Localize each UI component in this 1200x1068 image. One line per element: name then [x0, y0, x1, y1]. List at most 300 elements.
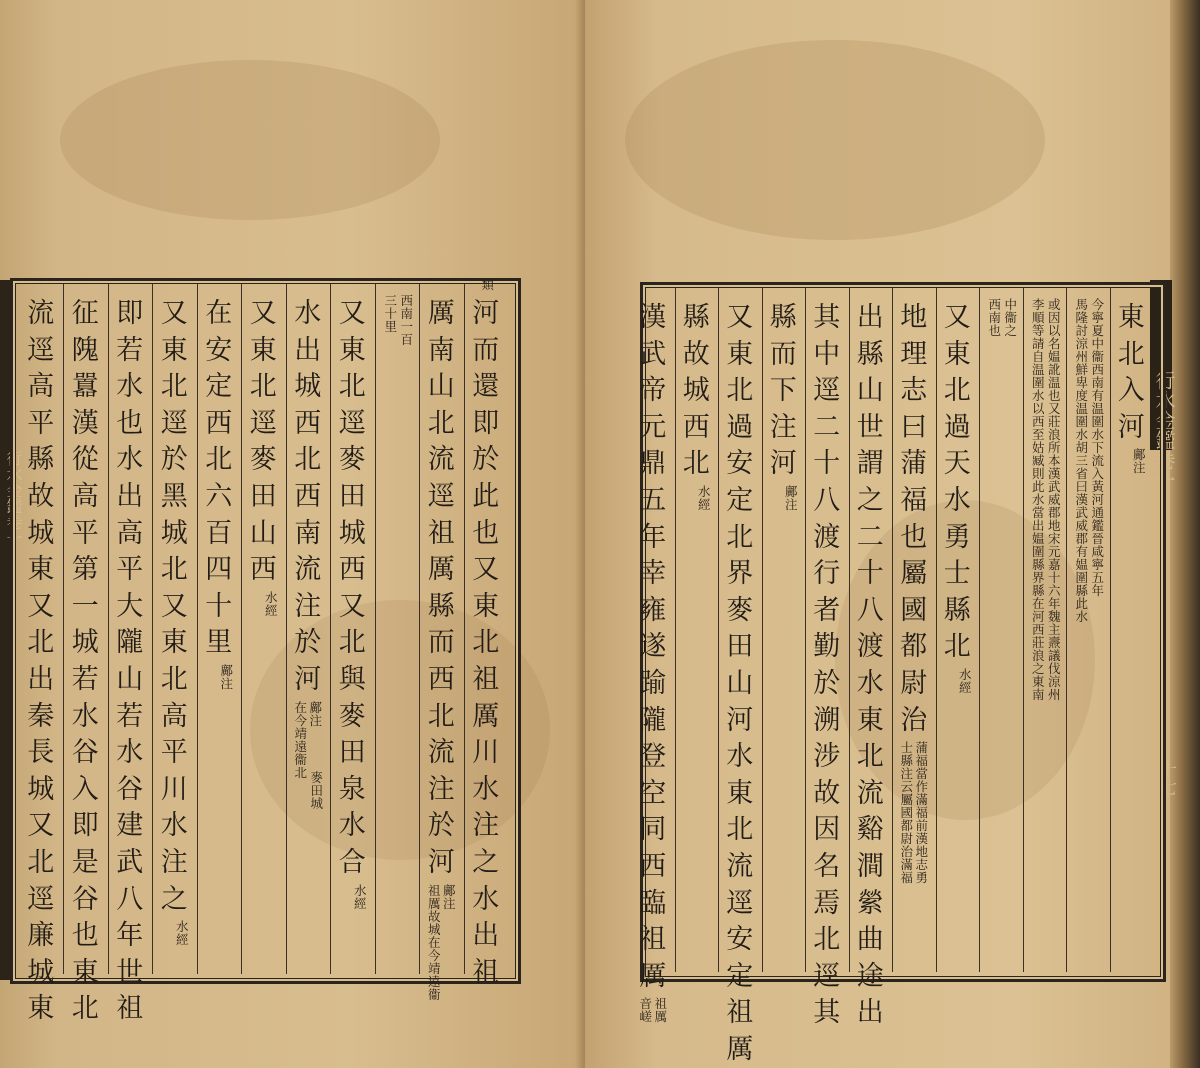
glyph: 涉	[813, 741, 841, 773]
glyph: 年	[639, 521, 667, 553]
glyph: 注	[294, 590, 322, 622]
text-column	[470, 296, 502, 991]
text-column	[898, 300, 930, 739]
glyph: 即	[116, 298, 144, 329]
column-rule	[108, 284, 109, 974]
glyph: 與	[338, 663, 366, 695]
glyph: 逕	[27, 883, 55, 915]
glyph: 理	[900, 338, 928, 370]
glyph: 下	[769, 375, 797, 407]
glyph: 平	[116, 554, 144, 586]
glyph: 地	[900, 302, 928, 333]
right-spine-label: 行水金鑑卷一	[1152, 370, 1176, 490]
glyph: 武	[639, 338, 667, 370]
glyph: 安	[205, 334, 233, 366]
glyph: 隴	[116, 627, 144, 659]
column-rule	[286, 284, 287, 974]
glyph: 鼎	[639, 448, 667, 480]
glyph: 河	[726, 704, 754, 736]
glyph: 河	[769, 448, 797, 480]
text-column	[292, 296, 324, 699]
glyph: 山	[427, 371, 455, 403]
glyph: 是	[71, 846, 99, 878]
glyph: 北	[338, 627, 366, 659]
glyph: 水	[116, 444, 144, 476]
annotation-left: 祖厲故城在今靖遠衞	[426, 883, 442, 1001]
glyph: 西	[338, 554, 366, 586]
glyph: 縣	[943, 594, 971, 626]
glyph: 水	[943, 484, 971, 516]
glyph: 城	[160, 517, 188, 549]
glyph: 城	[338, 517, 366, 549]
glyph: 長	[27, 737, 55, 769]
glyph: 雍	[639, 594, 667, 626]
glyph: 北	[943, 631, 971, 663]
glyph: 水	[160, 810, 188, 842]
glyph: 東	[472, 590, 500, 622]
glyph: 北	[160, 371, 188, 403]
glyph: 年	[116, 920, 144, 952]
glyph: 田	[338, 480, 366, 512]
glyph: 入	[1117, 375, 1145, 407]
glyph: 山	[116, 663, 144, 695]
annotation-right: 中衞之	[1002, 298, 1018, 337]
glyph: 渡	[856, 631, 884, 663]
annotation-right: 鄺注	[1131, 448, 1147, 475]
glyph: 西	[427, 663, 455, 695]
text-column	[25, 296, 57, 1028]
glyph: 五	[639, 484, 667, 516]
glyph: 逕	[813, 375, 841, 407]
glyph: 水	[856, 667, 884, 699]
glyph: 流	[856, 777, 884, 809]
glyph: 平	[27, 407, 55, 439]
column-rule	[241, 284, 242, 974]
glyph: 建	[116, 810, 144, 842]
column-rule	[375, 284, 376, 974]
glyph: 北	[813, 924, 841, 956]
glyph: 者	[813, 594, 841, 626]
glyph: 河	[1117, 411, 1145, 443]
glyph: 谷	[116, 773, 144, 805]
glyph: 東	[160, 334, 188, 366]
glyph: 都	[900, 631, 928, 663]
glyph: 麥	[726, 594, 754, 626]
glyph: 安	[726, 924, 754, 956]
glyph: 北	[472, 627, 500, 659]
glyph: 安	[726, 448, 754, 480]
glyph: 平	[71, 517, 99, 549]
glyph: 東	[71, 956, 99, 988]
glyph: 縣	[27, 444, 55, 476]
glyph: 逕	[813, 960, 841, 992]
glyph: 厲	[427, 554, 455, 586]
glyph: 臨	[639, 887, 667, 919]
glyph: 隴	[639, 704, 667, 736]
glyph: 麥	[249, 444, 277, 476]
glyph: 高	[116, 517, 144, 549]
annotation-left: 西南也	[986, 298, 1002, 337]
glyph: 黑	[160, 480, 188, 512]
text-column	[637, 300, 669, 995]
annotation-right: 水經	[696, 485, 712, 511]
glyph: 即	[71, 810, 99, 842]
glyph: 出	[294, 334, 322, 366]
glyph: 水	[116, 737, 144, 769]
glyph: 北	[726, 375, 754, 407]
glyph: 其	[813, 997, 841, 1029]
column-rule	[1110, 288, 1111, 972]
glyph: 流	[427, 737, 455, 769]
glyph: 逕	[249, 407, 277, 439]
column-rule	[892, 288, 893, 972]
glyph: 出	[116, 480, 144, 512]
glyph: 川	[160, 773, 188, 805]
glyph: 於	[472, 444, 500, 476]
glyph: 西	[294, 480, 322, 512]
glyph: 第	[71, 554, 99, 586]
column-rule	[979, 288, 980, 972]
glyph: 於	[813, 667, 841, 699]
glyph: 城	[27, 956, 55, 988]
glyph: 水	[472, 883, 500, 915]
glyph: 注	[160, 846, 188, 878]
glyph: 北	[205, 444, 233, 476]
glyph: 福	[900, 484, 928, 516]
right-page	[585, 0, 1200, 1068]
text-column	[203, 296, 235, 662]
glyph: 於	[427, 810, 455, 842]
text-column	[941, 300, 973, 666]
glyph: 征	[71, 298, 99, 329]
glyph: 逕	[338, 407, 366, 439]
glyph: 厲	[639, 960, 667, 992]
glyph: 八	[813, 484, 841, 516]
glyph: 西	[249, 554, 277, 586]
glyph: 縈	[856, 887, 884, 919]
glyph: 又	[249, 298, 277, 329]
page-number: 十七	[1156, 760, 1177, 796]
text-column	[247, 296, 279, 589]
glyph: 城	[294, 371, 322, 403]
glyph: 北	[1117, 338, 1145, 370]
glyph: 世	[856, 411, 884, 443]
glyph: 北	[726, 521, 754, 553]
column-rule	[152, 284, 153, 974]
glyph: 祖	[427, 517, 455, 549]
glyph: 北	[427, 407, 455, 439]
glyph: 逕	[27, 334, 55, 366]
glyph: 東	[943, 338, 971, 370]
glyph: 勇	[943, 521, 971, 553]
glyph: 縣	[682, 302, 710, 333]
glyph: 士	[943, 558, 971, 590]
column-rule	[1066, 288, 1067, 972]
glyph: 而	[472, 334, 500, 366]
glyph: 入	[71, 773, 99, 805]
glyph: 高	[160, 700, 188, 732]
annotation-right: 水經	[957, 668, 973, 694]
glyph: 田	[726, 631, 754, 663]
glyph: 世	[116, 956, 144, 988]
left-page	[0, 0, 585, 1068]
glyph: 河	[427, 846, 455, 878]
text-column	[724, 300, 756, 1068]
glyph: 又	[160, 590, 188, 622]
glyph: 八	[116, 883, 144, 915]
glyph: 隗	[71, 334, 99, 366]
column-rule	[419, 284, 420, 974]
glyph: 南	[294, 517, 322, 549]
glyph: 東	[27, 554, 55, 586]
glyph: 城	[71, 627, 99, 659]
glyph: 之	[856, 484, 884, 516]
glyph: 曲	[856, 924, 884, 956]
text-column	[425, 296, 457, 882]
glyph: 河	[294, 663, 322, 695]
glyph: 從	[71, 444, 99, 476]
annotation-left: 士縣注云屬國都尉治滿福	[898, 741, 914, 885]
glyph: 大	[116, 590, 144, 622]
glyph: 定	[205, 371, 233, 403]
glyph: 注	[769, 411, 797, 443]
glyph: 田	[249, 480, 277, 512]
glyph: 一	[71, 590, 99, 622]
glyph: 踰	[639, 667, 667, 699]
glyph: 祖	[639, 924, 667, 956]
glyph: 又	[943, 302, 971, 333]
glyph: 也	[900, 521, 928, 553]
glyph: 高	[71, 480, 99, 512]
column-rule	[197, 284, 198, 974]
glyph: 渡	[813, 521, 841, 553]
paper-stain	[60, 60, 440, 220]
glyph: 若	[116, 334, 144, 366]
column-rule	[464, 284, 465, 974]
glyph: 謂	[856, 448, 884, 480]
glyph: 也	[472, 517, 500, 549]
glyph: 中	[813, 338, 841, 370]
glyph: 谷	[71, 883, 99, 915]
glyph: 又	[160, 298, 188, 329]
text-column	[114, 296, 146, 1028]
glyph: 又	[27, 810, 55, 842]
glyph: 焉	[813, 887, 841, 919]
glyph: 之	[472, 846, 500, 878]
glyph: 城	[682, 375, 710, 407]
glyph: 八	[856, 594, 884, 626]
glyph: 即	[472, 407, 500, 439]
glyph: 勤	[813, 631, 841, 663]
glyph: 故	[813, 777, 841, 809]
glyph: 東	[726, 777, 754, 809]
glyph: 流	[294, 554, 322, 586]
glyph: 也	[116, 407, 144, 439]
glyph: 又	[472, 554, 500, 586]
glyph: 而	[769, 338, 797, 370]
glyph: 北	[160, 663, 188, 695]
glyph: 因	[813, 814, 841, 846]
glyph: 遂	[639, 631, 667, 663]
glyph: 空	[639, 777, 667, 809]
glyph: 逕	[160, 407, 188, 439]
glyph: 於	[160, 444, 188, 476]
glyph: 注	[472, 810, 500, 842]
column-rule	[936, 288, 937, 972]
glyph: 水	[71, 700, 99, 732]
text-column	[854, 300, 886, 1032]
annotation-right: 水經	[352, 883, 368, 910]
glyph: 行	[813, 558, 841, 590]
glyph: 高	[27, 371, 55, 403]
glyph: 帝	[639, 375, 667, 407]
glyph: 而	[427, 627, 455, 659]
glyph: 出	[856, 302, 884, 333]
glyph: 出	[472, 920, 500, 952]
glyph: 厲	[726, 1033, 754, 1065]
glyph: 屬	[900, 558, 928, 590]
glyph: 河	[472, 298, 500, 329]
glyph: 志	[900, 375, 928, 407]
annotation-right: 鄺注	[307, 700, 323, 727]
glyph: 尉	[900, 667, 928, 699]
glyph: 名	[813, 850, 841, 882]
glyph: 谷	[71, 737, 99, 769]
glyph: 又	[27, 590, 55, 622]
text-column	[767, 300, 799, 483]
glyph: 縣	[427, 590, 455, 622]
annotation-top: 類	[479, 278, 495, 291]
glyph: 水	[116, 371, 144, 403]
annotation-right: 今寧夏中衞西南有温圍水下流入黃河通鑑晉咸寧五年	[1089, 298, 1105, 597]
glyph: 祖	[116, 993, 144, 1025]
glyph: 水	[726, 741, 754, 773]
glyph: 水	[294, 298, 322, 329]
glyph: 登	[639, 741, 667, 773]
glyph: 北	[294, 444, 322, 476]
glyph: 縣	[769, 302, 797, 333]
glyph: 在	[205, 298, 233, 329]
annotation-right: 鄺注	[218, 664, 234, 690]
annotation-right: 或因以名媪訛温也又莊浪所本漢武威郡地宋元嘉十六年魏主燾議伐涼州	[1046, 298, 1062, 701]
glyph: 也	[71, 920, 99, 952]
column-rule	[330, 284, 331, 974]
text-column	[1115, 300, 1147, 446]
annotation-left: 在今靖遠衞北	[292, 700, 308, 779]
glyph: 北	[249, 371, 277, 403]
glyph: 十	[813, 448, 841, 480]
glyph: 秦	[27, 700, 55, 732]
annotation-right: 水經	[263, 590, 279, 617]
glyph: 北	[943, 375, 971, 407]
glyph: 武	[116, 846, 144, 878]
glyph: 東	[338, 334, 366, 366]
glyph: 幸	[639, 558, 667, 590]
glyph: 西	[682, 411, 710, 443]
glyph: 山	[856, 375, 884, 407]
glyph: 厲	[472, 700, 500, 732]
paper-stain	[625, 40, 1045, 240]
glyph: 又	[338, 298, 366, 329]
glyph: 治	[900, 704, 928, 736]
glyph: 縣	[856, 338, 884, 370]
page-edge-stack	[1170, 0, 1200, 1068]
glyph: 北	[427, 700, 455, 732]
glyph: 途	[856, 960, 884, 992]
glyph: 四	[205, 554, 233, 586]
glyph: 北	[27, 627, 55, 659]
annotation-right: 蒲福當作滿福前漢地志勇	[913, 741, 929, 885]
glyph: 故	[682, 338, 710, 370]
glyph: 二	[813, 411, 841, 443]
column-rule	[675, 288, 676, 972]
glyph: 百	[205, 517, 233, 549]
glyph: 之	[160, 883, 188, 915]
annotation-right: 鄺注	[783, 485, 799, 511]
glyph: 注	[427, 773, 455, 805]
glyph: 祖	[726, 997, 754, 1029]
glyph: 山	[726, 667, 754, 699]
annotation-left: 三十里	[382, 294, 398, 333]
glyph: 澗	[856, 850, 884, 882]
glyph: 逕	[726, 887, 754, 919]
glyph: 若	[116, 700, 144, 732]
glyph: 此	[472, 480, 500, 512]
glyph: 東	[726, 338, 754, 370]
glyph: 麥	[338, 444, 366, 476]
annotation-right: 祖厲	[652, 997, 668, 1024]
glyph: 出	[27, 663, 55, 695]
glyph: 流	[27, 298, 55, 329]
glyph: 流	[726, 850, 754, 882]
glyph: 溯	[813, 704, 841, 736]
glyph: 二	[856, 521, 884, 553]
glyph: 里	[205, 627, 233, 659]
glyph: 山	[249, 517, 277, 549]
column-rule	[762, 288, 763, 972]
glyph: 合	[338, 846, 366, 878]
glyph: 水	[338, 810, 366, 842]
text-column	[336, 296, 368, 882]
glyph: 北	[27, 846, 55, 878]
glyph: 過	[943, 411, 971, 443]
glyph: 祖	[472, 956, 500, 988]
glyph: 東	[27, 993, 55, 1025]
glyph: 同	[639, 814, 667, 846]
glyph: 十	[856, 558, 884, 590]
glyph: 城	[27, 773, 55, 805]
glyph: 若	[71, 663, 99, 695]
glyph: 平	[160, 737, 188, 769]
text-column	[158, 296, 190, 918]
text-column	[680, 300, 712, 483]
glyph: 東	[1117, 302, 1145, 333]
glyph: 曰	[900, 411, 928, 443]
glyph: 故	[27, 480, 55, 512]
annotation-left: 李順等請自温圍水以西至姑臧則此水當出媪圍縣界縣在河西莊浪之東南	[1030, 298, 1046, 701]
glyph: 漢	[71, 407, 99, 439]
glyph: 谿	[856, 814, 884, 846]
glyph: 東	[856, 704, 884, 736]
text-column	[69, 296, 101, 1028]
annotation-right: 鄺注	[441, 883, 457, 910]
column-rule	[1023, 288, 1024, 972]
glyph: 漢	[639, 302, 667, 333]
glyph: 西	[639, 850, 667, 882]
glyph: 過	[726, 411, 754, 443]
glyph: 逕	[427, 480, 455, 512]
glyph: 東	[249, 334, 277, 366]
